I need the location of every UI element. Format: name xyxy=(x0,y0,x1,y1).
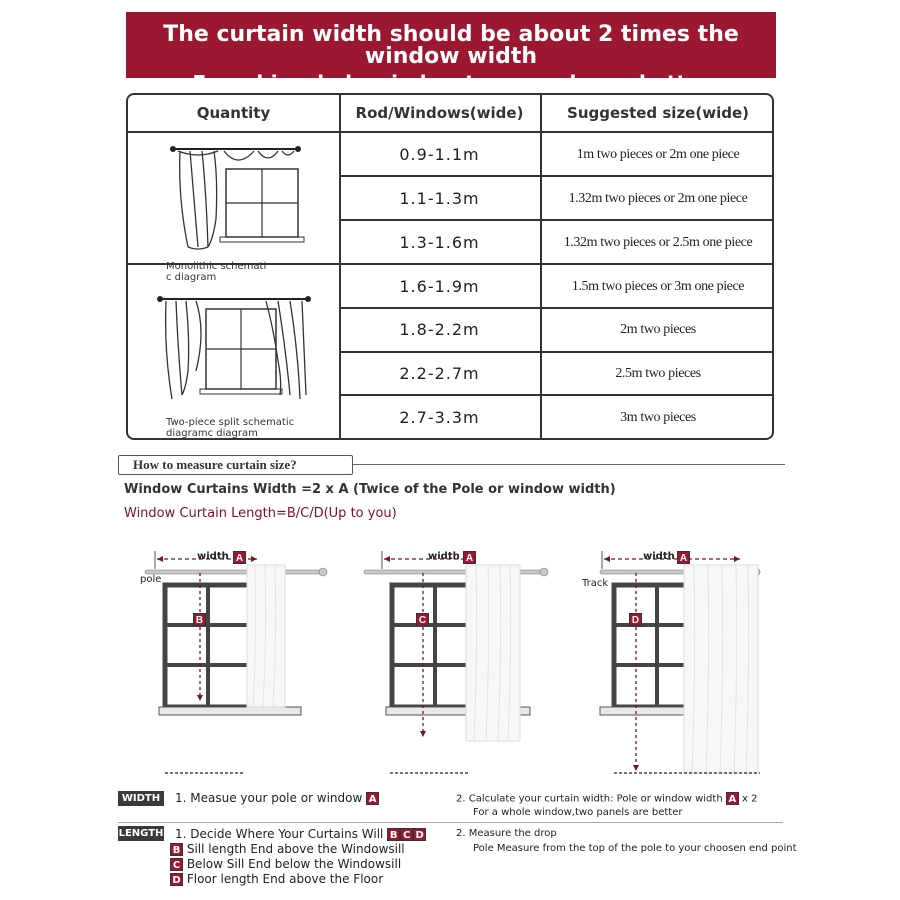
letter-badge: A xyxy=(366,792,379,805)
mount-label: pole xyxy=(140,574,162,585)
banner-line-2: For a big whole window,two panels are better xyxy=(192,71,710,95)
header-suggested: Suggested size(wide) xyxy=(567,104,749,122)
row-divider xyxy=(339,175,772,177)
banner-line-1: The curtain width should be about 2 times the window width xyxy=(163,22,739,69)
length-option-text: Floor length End above the Floor xyxy=(186,872,384,886)
width-tag: WIDTH xyxy=(118,791,164,806)
length-step-1-text: 1. Decide Where Your Curtains Will xyxy=(175,827,384,841)
size-cell: 1.5m two pieces or 3m one piece xyxy=(571,279,745,294)
rod-cell: 2.2-2.7m xyxy=(399,364,480,383)
width-multiplier: x 2 xyxy=(742,793,758,805)
letter-badge: C xyxy=(400,828,413,841)
width-label: width xyxy=(428,551,460,562)
letter-badge: C xyxy=(416,613,429,626)
width-label: width xyxy=(643,551,675,562)
header-divider xyxy=(128,131,772,133)
length-option xyxy=(170,872,383,886)
caption-line: diagramc diagram xyxy=(166,428,258,439)
width-rule: Window Curtains Width =2 x A (Twice of the Pole or window width) xyxy=(124,482,616,497)
letter-badge: C xyxy=(170,858,183,871)
width-step-1 xyxy=(175,791,379,805)
caption-line: c diagram xyxy=(166,272,217,283)
letter-badge: A xyxy=(463,551,476,564)
header-banner xyxy=(126,12,776,95)
length-step-2-note: Pole Measure from the top of the pole to your choosen end point xyxy=(473,843,797,854)
row-divider xyxy=(339,219,772,221)
length-option-text: Sill length End above the Windowsill xyxy=(186,842,405,856)
length-tag: LENGTH xyxy=(118,828,164,839)
diagram-sill-length xyxy=(135,545,335,790)
size-cell: 3m two pieces xyxy=(620,410,696,425)
size-cell: 1.32m two pieces or 2m one piece xyxy=(568,191,748,206)
size-table xyxy=(126,93,774,440)
length-option xyxy=(170,842,405,856)
letter-badge: B xyxy=(193,613,206,626)
header-quantity: Quantity xyxy=(196,104,271,122)
letter-badge: D xyxy=(629,613,642,626)
two-panel-caption xyxy=(166,417,294,439)
rod-cell: 1.6-1.9m xyxy=(399,277,480,296)
section-rule xyxy=(353,464,785,465)
single-panel-sketch xyxy=(158,139,308,257)
rod-cell: 2.7-3.3m xyxy=(399,408,480,427)
instruction-divider xyxy=(118,822,783,823)
rod-cell: 1.3-1.6m xyxy=(399,233,480,252)
length-rule: Window Curtain Length=B/C/D(Up to you) xyxy=(124,506,397,521)
row-divider xyxy=(339,307,772,309)
header-rod: Rod/Windows(wide) xyxy=(355,104,524,122)
letter-badge: D xyxy=(170,873,183,886)
width-step-2 xyxy=(456,792,758,805)
width-label: width xyxy=(197,551,229,562)
diagram-floor-length xyxy=(580,545,780,790)
letter-badge: B xyxy=(170,843,183,856)
width-step-2-note: For a whole window,two panels are better xyxy=(473,807,683,818)
size-cell: 2.5m two pieces xyxy=(615,366,701,381)
size-cell: 1m two pieces or 2m one piece xyxy=(576,147,740,162)
row-divider xyxy=(339,351,772,353)
size-cell: 2m two pieces xyxy=(620,322,696,337)
how-to-measure-title: How to measure curtain size? xyxy=(118,455,353,475)
letter-badge: D xyxy=(413,828,426,841)
single-panel-caption xyxy=(166,261,266,283)
letter-badge: B xyxy=(387,828,400,841)
row-divider xyxy=(339,394,772,396)
caption-line: Two-piece split schematic xyxy=(166,417,295,428)
rod-cell: 1.1-1.3m xyxy=(399,189,480,208)
length-option xyxy=(170,857,401,871)
length-step-2: 2. Measure the drop xyxy=(456,828,557,839)
length-step-1 xyxy=(175,827,426,841)
letter-badge: A xyxy=(233,551,246,564)
width-step-2-text: 2. Calculate your curtain width: Pole or window width xyxy=(456,793,723,805)
rod-cell: 0.9-1.1m xyxy=(399,145,480,164)
mount-label: Track xyxy=(582,578,609,589)
diagram-below-sill xyxy=(360,545,560,790)
two-panel-sketch xyxy=(156,291,316,409)
length-option-text: Below Sill End below the Windowsill xyxy=(186,857,402,871)
width-step-1-text: 1. Measue your pole or window xyxy=(175,791,363,805)
caption-line: Monolithic schemati xyxy=(166,261,267,272)
letter-badge: A xyxy=(677,551,690,564)
size-cell: 1.32m two pieces or 2.5m one piece xyxy=(563,235,753,250)
letter-badge: A xyxy=(726,792,739,805)
rod-cell: 1.8-2.2m xyxy=(399,320,480,339)
